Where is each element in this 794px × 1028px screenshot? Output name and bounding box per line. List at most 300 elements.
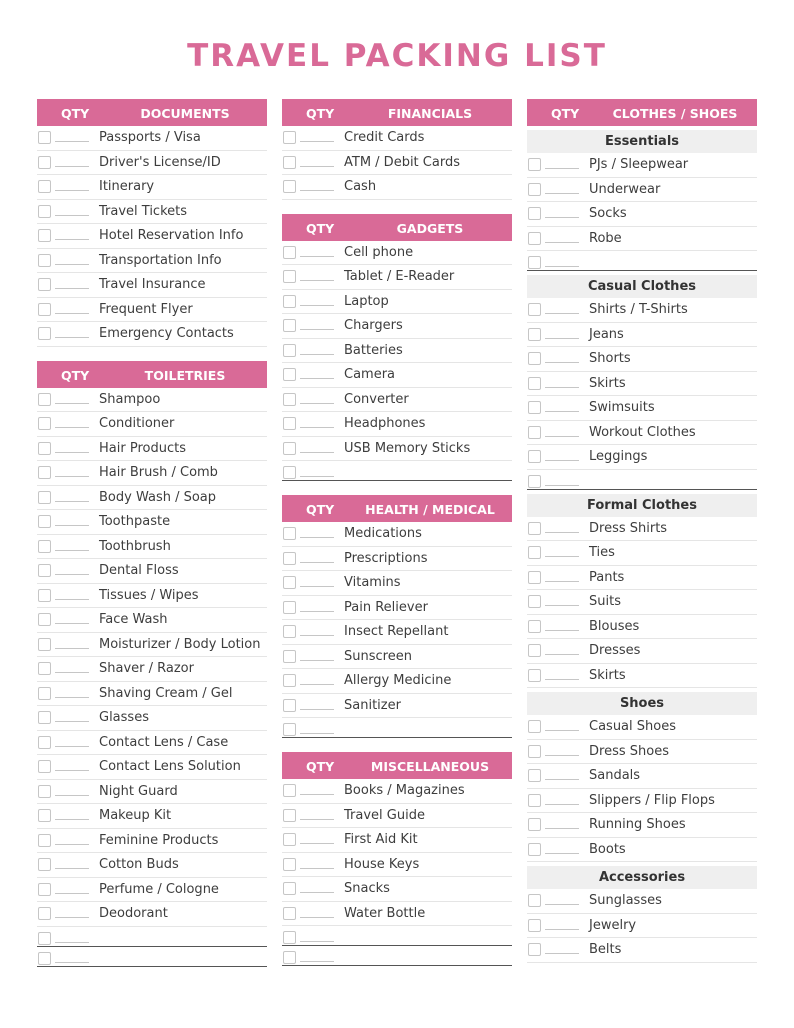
qty-line[interactable] [545, 779, 579, 780]
item-label: Driver's License/ID [99, 154, 221, 170]
checkbox[interactable] [528, 303, 541, 316]
checkbox[interactable] [38, 638, 51, 651]
item-label: Cell phone [344, 244, 414, 260]
checkbox[interactable] [38, 180, 51, 193]
qty-line[interactable] [55, 868, 89, 869]
qty-line[interactable] [300, 427, 334, 428]
section-header [282, 752, 512, 779]
checkbox[interactable] [283, 442, 296, 455]
qty-line[interactable] [300, 329, 334, 330]
checklist-row [37, 126, 267, 151]
qty-line[interactable] [300, 941, 334, 942]
item-label: Travel Guide [344, 807, 425, 823]
qty-line[interactable] [545, 730, 579, 731]
checklist-row [527, 740, 757, 765]
checklist-row [527, 445, 757, 470]
checkbox[interactable] [38, 393, 51, 406]
qty-line[interactable] [55, 452, 89, 453]
item-label: Slippers / Flip Flops [589, 792, 715, 808]
qty-line[interactable] [55, 166, 89, 167]
checkbox[interactable] [528, 818, 541, 831]
checkbox[interactable] [283, 833, 296, 846]
qty-line[interactable] [55, 770, 89, 771]
checkbox[interactable] [528, 352, 541, 365]
checkbox[interactable] [38, 687, 51, 700]
checkbox[interactable] [38, 540, 51, 553]
qty-line[interactable] [55, 942, 89, 943]
checklist-row [282, 571, 512, 596]
item-label: Shaving Cream / Gel [99, 685, 233, 701]
qty-line[interactable] [545, 755, 579, 756]
checkbox[interactable] [528, 669, 541, 682]
checklist-row [282, 946, 512, 966]
checklist-row [527, 396, 757, 421]
qty-line[interactable] [545, 168, 579, 169]
item-label: Dresses [589, 643, 641, 658]
item-label: Ties [589, 545, 615, 560]
checkbox[interactable] [38, 907, 51, 920]
qty-line[interactable] [300, 305, 334, 306]
item-label: Medications [344, 526, 422, 541]
checklist-row [37, 927, 267, 947]
qty-line[interactable] [55, 427, 89, 428]
qty-line[interactable] [545, 904, 579, 905]
checklist-row [282, 388, 512, 413]
checklist-row [527, 517, 757, 542]
qty-line[interactable] [300, 256, 334, 257]
checklist-row [37, 731, 267, 756]
qty-line[interactable] [300, 660, 334, 661]
section-title: TOILETRIES [144, 367, 226, 383]
qty-line[interactable] [545, 485, 579, 486]
checkbox[interactable] [38, 883, 51, 896]
checkbox[interactable] [283, 180, 296, 193]
checklist-row [527, 789, 757, 814]
qty-line[interactable] [55, 501, 89, 502]
checkbox[interactable] [283, 809, 296, 822]
item-label: Dental Floss [99, 563, 179, 578]
section-gap [37, 347, 267, 361]
checkbox[interactable] [528, 794, 541, 807]
checkbox[interactable] [283, 650, 296, 663]
item-label: Toothbrush [99, 538, 171, 554]
qty-line[interactable] [300, 635, 334, 636]
checkbox[interactable] [38, 589, 51, 602]
checkbox[interactable] [38, 515, 51, 528]
item-label: Leggings [589, 449, 648, 464]
item-label: Dress Shirts [589, 520, 668, 536]
qty-line[interactable] [545, 679, 579, 680]
section-title: HEALTH / MEDICAL [365, 502, 495, 517]
qty-line[interactable] [300, 586, 334, 587]
checkbox[interactable] [283, 907, 296, 920]
item-label: Batteries [344, 342, 403, 358]
checklist-row [282, 461, 512, 481]
checkbox[interactable] [38, 229, 51, 242]
qty-line[interactable] [55, 337, 89, 338]
item-label: Workout Clothes [589, 424, 696, 440]
item-label: Shaver / Razor [99, 661, 194, 676]
checkbox[interactable] [38, 564, 51, 577]
checkbox[interactable] [528, 745, 541, 758]
checkbox[interactable] [528, 644, 541, 657]
checkbox[interactable] [38, 736, 51, 749]
checklist-row [282, 779, 512, 804]
qty-line[interactable] [55, 721, 89, 722]
item-label: Prescriptions [344, 550, 428, 566]
column-right [527, 99, 757, 963]
qty-line[interactable] [55, 288, 89, 289]
section-header [37, 99, 267, 126]
section-title: MISCELLANEOUS [370, 759, 490, 774]
checkbox[interactable] [38, 785, 51, 798]
checkbox[interactable] [283, 319, 296, 332]
item-label: Glasses [99, 710, 149, 725]
qty-line[interactable] [300, 537, 334, 538]
checkbox[interactable] [528, 426, 541, 439]
checkbox[interactable] [283, 601, 296, 614]
qty-line[interactable] [545, 362, 579, 363]
checklist-row [527, 639, 757, 664]
checklist-row [282, 175, 512, 200]
checkbox[interactable] [283, 344, 296, 357]
qty-line[interactable] [55, 525, 89, 526]
item-label: Cotton Buds [99, 857, 179, 872]
qty-line[interactable] [300, 794, 334, 795]
qty-line[interactable] [545, 581, 579, 582]
item-label: Skirts [589, 667, 626, 683]
qty-line[interactable] [545, 193, 579, 194]
item-label: Water Bottle [344, 905, 426, 921]
checklist-row [37, 510, 267, 535]
checkbox[interactable] [528, 232, 541, 245]
qty-line[interactable] [55, 795, 89, 796]
checkbox[interactable] [528, 620, 541, 633]
qty-heading: QTY [61, 106, 90, 121]
qty-line[interactable] [55, 962, 89, 963]
qty-line[interactable] [55, 746, 89, 747]
checkbox[interactable] [528, 328, 541, 341]
qty-line[interactable] [55, 141, 89, 142]
checklist-row [282, 522, 512, 547]
checkbox[interactable] [283, 951, 296, 964]
checkbox[interactable] [38, 809, 51, 822]
item-label: Running Shoes [589, 817, 686, 832]
checklist-row [282, 620, 512, 645]
checkbox[interactable] [38, 662, 51, 675]
checkbox[interactable] [38, 327, 51, 340]
item-label: Toothpaste [99, 514, 171, 529]
qty-line[interactable] [300, 562, 334, 563]
qty-line[interactable] [55, 893, 89, 894]
checkbox[interactable] [283, 784, 296, 797]
qty-line[interactable] [545, 217, 579, 218]
checkbox[interactable] [528, 571, 541, 584]
checklist-row [527, 372, 757, 397]
checkbox[interactable] [38, 858, 51, 871]
item-label: Body Wash / Soap [99, 489, 217, 505]
section-title: DOCUMENTS [140, 106, 230, 121]
checkbox[interactable] [38, 491, 51, 504]
qty-line[interactable] [300, 961, 334, 962]
qty-line[interactable] [545, 929, 579, 930]
qty-line[interactable] [545, 532, 579, 533]
checklist-row [37, 412, 267, 437]
checkbox[interactable] [528, 943, 541, 956]
checkbox[interactable] [283, 417, 296, 430]
checklist-row [527, 914, 757, 939]
qty-line[interactable] [300, 190, 334, 191]
qty-line[interactable] [545, 556, 579, 557]
checkbox[interactable] [38, 205, 51, 218]
checkbox[interactable] [38, 952, 51, 965]
checkbox[interactable] [283, 882, 296, 895]
item-label: Sunscreen [344, 648, 412, 664]
item-label: Snacks [344, 881, 390, 896]
checklist-row [37, 947, 267, 967]
checkbox[interactable] [38, 442, 51, 455]
section-gap [282, 738, 512, 752]
checkbox[interactable] [528, 894, 541, 907]
checkbox[interactable] [283, 368, 296, 381]
checklist-row [282, 645, 512, 670]
qty-line[interactable] [300, 611, 334, 612]
item-label: Laptop [344, 293, 389, 309]
qty-line[interactable] [545, 828, 579, 829]
checklist-row [282, 339, 512, 364]
checklist-row [527, 938, 757, 963]
qty-line[interactable] [55, 648, 89, 649]
item-label: Insect Repellant [344, 624, 449, 639]
checklist-row [282, 314, 512, 339]
qty-line[interactable] [300, 892, 334, 893]
qty-line[interactable] [545, 436, 579, 437]
qty-line[interactable] [300, 452, 334, 453]
item-label: Casual Shoes [589, 719, 676, 734]
checkbox[interactable] [528, 546, 541, 559]
qty-line[interactable] [55, 264, 89, 265]
checklist-row [37, 780, 267, 805]
qty-line[interactable] [55, 819, 89, 820]
checkbox[interactable] [38, 131, 51, 144]
item-label: Conditioner [99, 416, 175, 431]
qty-heading: QTY [551, 106, 580, 121]
checkbox[interactable] [528, 720, 541, 733]
checkbox[interactable] [528, 183, 541, 196]
qty-heading: QTY [61, 367, 90, 383]
qty-line[interactable] [55, 697, 89, 698]
checkbox[interactable] [283, 625, 296, 638]
checklist-row [282, 694, 512, 719]
qty-line[interactable] [55, 190, 89, 191]
qty-line[interactable] [300, 709, 334, 710]
item-label: Chargers [344, 318, 403, 333]
checklist-row [37, 486, 267, 511]
qty-line[interactable] [300, 354, 334, 355]
checkbox[interactable] [283, 699, 296, 712]
qty-line[interactable] [545, 266, 579, 267]
checkbox[interactable] [528, 769, 541, 782]
checkbox[interactable] [283, 393, 296, 406]
checklist-row [527, 178, 757, 203]
checkbox[interactable] [528, 256, 541, 269]
qty-line[interactable] [55, 672, 89, 673]
item-label: Pain Reliever [344, 599, 428, 615]
qty-line[interactable] [55, 599, 89, 600]
qty-line[interactable] [300, 166, 334, 167]
item-label: USB Memory Sticks [344, 440, 471, 456]
item-label: Dress Shoes [589, 743, 669, 759]
item-label: Socks [589, 206, 627, 221]
qty-line[interactable] [545, 605, 579, 606]
item-label: Contact Lens / Case [99, 734, 229, 750]
qty-line[interactable] [55, 476, 89, 477]
checkbox[interactable] [528, 595, 541, 608]
item-label: House Keys [344, 856, 420, 872]
checklist-row [37, 608, 267, 633]
checkbox[interactable] [283, 723, 296, 736]
item-label: Sanitizer [344, 697, 401, 713]
qty-line[interactable] [545, 630, 579, 631]
checkbox[interactable] [283, 931, 296, 944]
item-label: Night Guard [99, 783, 178, 799]
checklist-row [282, 265, 512, 290]
checkbox[interactable] [283, 674, 296, 687]
checklist-row [282, 902, 512, 927]
checkbox[interactable] [38, 932, 51, 945]
checklist-row [282, 363, 512, 388]
checkbox[interactable] [38, 156, 51, 169]
qty-line[interactable] [545, 953, 579, 954]
qty-line[interactable] [55, 917, 89, 918]
checkbox[interactable] [528, 207, 541, 220]
item-label: Feminine Products [99, 832, 219, 848]
qty-heading: QTY [306, 106, 335, 121]
item-label: Blouses [589, 618, 640, 634]
checkbox[interactable] [283, 295, 296, 308]
item-label: Credit Cards [344, 130, 425, 145]
qty-line[interactable] [55, 403, 89, 404]
checkbox[interactable] [528, 450, 541, 463]
item-label: Sunglasses [589, 893, 662, 908]
checklist-row [527, 251, 757, 271]
qty-line[interactable] [545, 313, 579, 314]
checklist-row [527, 298, 757, 323]
checklist-row [37, 298, 267, 323]
checklist-row [37, 388, 267, 413]
checkbox[interactable] [283, 527, 296, 540]
checkbox[interactable] [528, 401, 541, 414]
checklist-row [527, 470, 757, 490]
checkbox[interactable] [283, 466, 296, 479]
qty-line[interactable] [545, 654, 579, 655]
item-label: Sandals [589, 768, 641, 783]
checkbox[interactable] [528, 843, 541, 856]
checkbox[interactable] [283, 156, 296, 169]
checklist-row [527, 590, 757, 615]
qty-line[interactable] [300, 280, 334, 281]
item-label: Belts [589, 942, 622, 957]
checklist-row [37, 804, 267, 829]
qty-line[interactable] [300, 733, 334, 734]
checklist-row [37, 249, 267, 274]
checkbox[interactable] [283, 858, 296, 871]
checkbox[interactable] [283, 131, 296, 144]
checklist-row [527, 323, 757, 348]
checkbox[interactable] [528, 522, 541, 535]
checkbox[interactable] [38, 254, 51, 267]
checklist-row [527, 347, 757, 372]
checklist-row [527, 541, 757, 566]
checkbox[interactable] [283, 552, 296, 565]
checklist-row [527, 889, 757, 914]
section-header [37, 361, 267, 388]
checklist-row [37, 559, 267, 584]
qty-line[interactable] [55, 313, 89, 314]
qty-line[interactable] [300, 684, 334, 685]
checkbox[interactable] [38, 303, 51, 316]
qty-line[interactable] [55, 550, 89, 551]
qty-line[interactable] [300, 917, 334, 918]
checklist-row [282, 853, 512, 878]
checklist-row [282, 151, 512, 176]
checkbox[interactable] [38, 834, 51, 847]
checklist-row [282, 669, 512, 694]
checkbox[interactable] [283, 576, 296, 589]
item-label: Emergency Contacts [99, 326, 234, 341]
checkbox[interactable] [283, 246, 296, 259]
checkbox[interactable] [38, 417, 51, 430]
checkbox[interactable] [38, 466, 51, 479]
qty-line[interactable] [55, 239, 89, 240]
checkbox[interactable] [38, 760, 51, 773]
item-label: Underwear [589, 181, 661, 197]
column-left [37, 99, 267, 967]
qty-line[interactable] [300, 141, 334, 142]
qty-line[interactable] [545, 804, 579, 805]
qty-line[interactable] [300, 403, 334, 404]
checkbox[interactable] [528, 919, 541, 932]
checkbox[interactable] [528, 377, 541, 390]
checklist-row [282, 828, 512, 853]
qty-heading: QTY [306, 502, 335, 517]
qty-heading: QTY [306, 759, 335, 774]
checklist-row [37, 682, 267, 707]
qty-line[interactable] [545, 853, 579, 854]
qty-line[interactable] [300, 476, 334, 477]
qty-line[interactable] [55, 574, 89, 575]
qty-line[interactable] [300, 378, 334, 379]
checkbox[interactable] [38, 711, 51, 724]
qty-line[interactable] [55, 623, 89, 624]
qty-line[interactable] [545, 338, 579, 339]
checkbox[interactable] [38, 613, 51, 626]
checkbox[interactable] [528, 158, 541, 171]
qty-line[interactable] [300, 868, 334, 869]
checkbox[interactable] [283, 270, 296, 283]
qty-line[interactable] [545, 242, 579, 243]
qty-line[interactable] [300, 819, 334, 820]
checkbox[interactable] [38, 278, 51, 291]
checklist-row [282, 412, 512, 437]
qty-line[interactable] [55, 844, 89, 845]
qty-line[interactable] [55, 215, 89, 216]
qty-line[interactable] [545, 460, 579, 461]
checkbox[interactable] [528, 475, 541, 488]
qty-line[interactable] [545, 411, 579, 412]
qty-line[interactable] [545, 387, 579, 388]
qty-line[interactable] [300, 843, 334, 844]
